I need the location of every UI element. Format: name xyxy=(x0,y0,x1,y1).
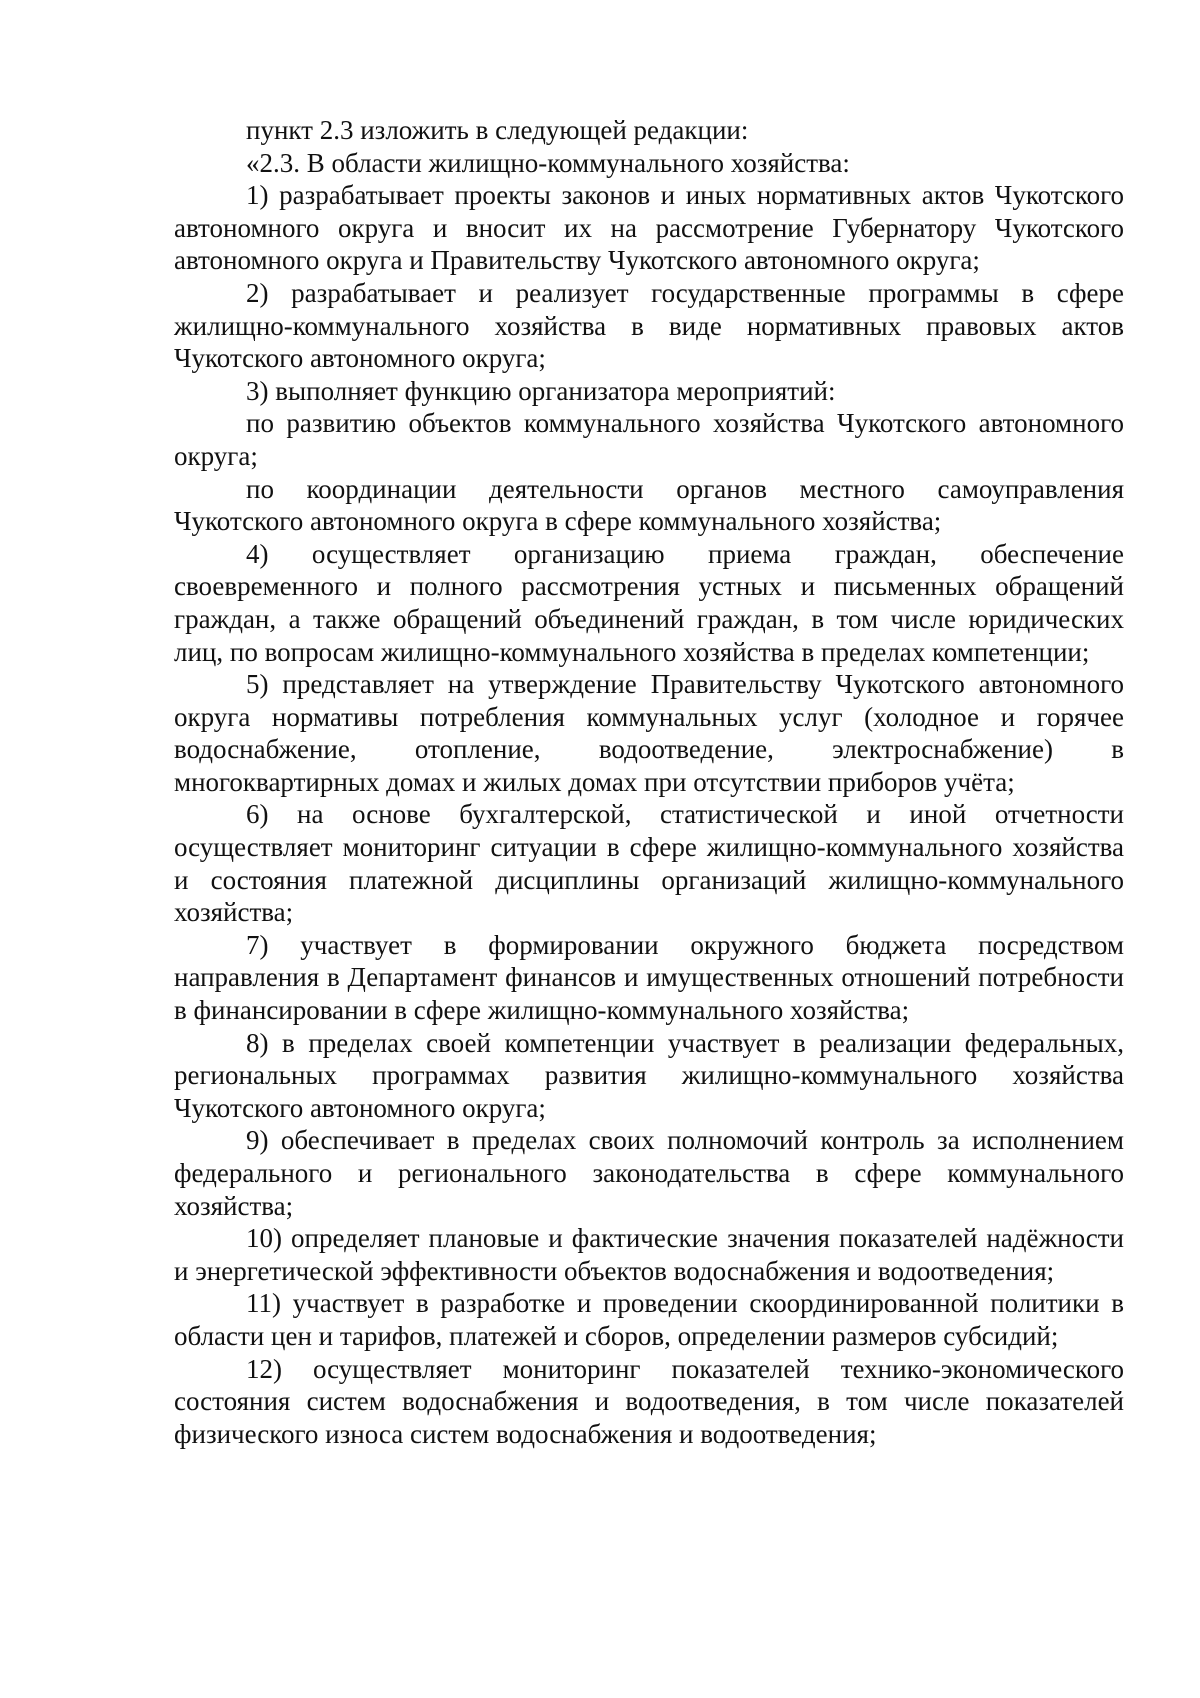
paragraph-section-heading: «2.3. В области жилищно-коммунального хозяйства: xyxy=(246,147,850,178)
paragraph-item-1: 1) разрабатывает проекты законов и иных нормативных актов Чукотского автономного округа и вносит их на рассмотрение Губернатору Чукотского автономного округа и Правительству Чукотского автономного округа; xyxy=(174,180,1124,276)
paragraph-item-10: 10) определяет плановые и фактические значения показателей надёжности и энергетической эффективности объектов водоснабжения и водоотведения; xyxy=(174,1223,1124,1286)
paragraph-item-2: 2) разрабатывает и реализует государственные программы в сфере жилищно-коммунального хозяйства в виде нормативных правовых актов Чукотского автономного округа; xyxy=(174,277,1124,374)
paragraph-item-9: 9) обеспечивает в пределах своих полномочий контроль за исполнением федерального и регионального законодательства в сфере коммунального хозяйства; xyxy=(174,1125,1124,1221)
paragraph-item-12: 12) осуществляет мониторинг показателей технико-экономического состояния систем водоснабжения и водоотведения, в том числе показателей физического износа систем водоснабжения и водоотведения; xyxy=(174,1353,1124,1449)
paragraph-item-3-sub-2: по координации деятельности органов местного самоуправления Чукотского автономного округа в сфере коммунального хозяйства; xyxy=(174,473,1124,537)
paragraph-item-7: 7) участвует в формировании окружного бюджета посредством направления в Департамент финансов и имущественных отношений потребности в финансировании в сфере жилищно-коммунального хозяйства; xyxy=(174,929,1124,1026)
paragraph-item-5: 5) представляет на утверждение Правительству Чукотского автономного округа нормативы потребления коммунальных услуг (холодное и горячее водоснабжение, отопление, водоотведение, электроснабжение) в многоквартирных домах и жилых домах при отсутствии приборов учёта; xyxy=(174,669,1124,797)
paragraph-item-8: 8) в пределах своей компетенции участвует в реализации федеральных, региональных программах развития жилищно-коммунального хозяйства Чукотского автономного округа; xyxy=(174,1027,1124,1123)
paragraph-item-3-sub-1: по развитию объектов коммунального хозяйства Чукотского автономного округа; xyxy=(174,408,1124,471)
paragraph-item-3: 3) выполняет функцию организатора мероприятий: xyxy=(246,375,836,406)
paragraph-item-4: 4) осуществляет организацию приема граждан, обеспечение своевременного и полного рассмотрения устных и письменных обращений граждан, а также обращений объединений граждан, в том числе юридических лиц, по вопросам жилищно-коммунального хозяйства в пределах компетенции; xyxy=(174,538,1124,667)
paragraph-item-11: 11) участвует в разработке и проведении скоординированной политики в области цен и тарифов, платежей и сборов, определении размеров субсидий; xyxy=(174,1288,1124,1351)
document-body xyxy=(174,114,1124,1450)
paragraph-intro: пункт 2.3 изложить в следующей редакции: xyxy=(246,115,749,145)
paragraph-item-6: 6) на основе бухгалтерской, статистической и иной отчетности осуществляет мониторинг ситуации в сфере жилищно-коммунального хозяйства и состояния платежной дисциплины организаций жилищно-коммунального хозяйства; xyxy=(174,799,1124,928)
